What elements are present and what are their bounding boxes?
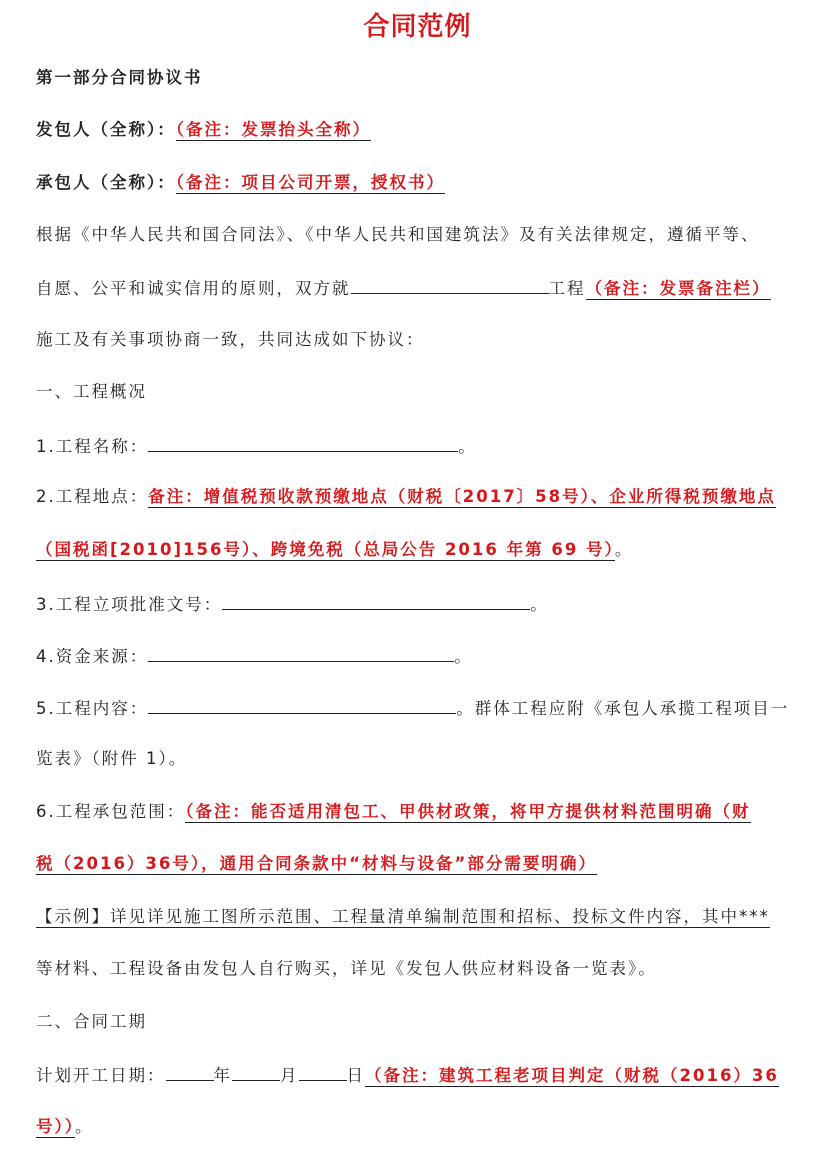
item1-line	[36, 433, 477, 459]
item4-blank	[148, 643, 454, 662]
preamble-line-2	[36, 275, 771, 301]
item2-note-2: （国税函[2010]156号）、跨境免税（总局公告 2016 年第 69 号）	[36, 540, 615, 559]
employer-note: （备注：发票抬头全称）	[175, 120, 371, 139]
employer-line	[36, 118, 371, 142]
item5-label: 5.工程内容：	[36, 699, 149, 718]
item2-line	[36, 485, 776, 509]
item3-blank	[222, 591, 530, 610]
page-title: 合同范例	[363, 12, 472, 42]
item1-label: 1.工程名称：	[36, 437, 149, 456]
preamble-project-word: 工程	[548, 279, 586, 298]
preamble-line-1: 根据《中华人民共和国合同法》、《中华人民共和国建筑法》及有关法律规定，遵循平等、	[36, 225, 760, 244]
month-label: 月	[280, 1066, 299, 1085]
employer-label: 发包人（全称）：	[36, 120, 176, 139]
item6-line	[36, 800, 751, 824]
item1-period: 。	[458, 437, 477, 456]
example-line-2: 等材料、工程设备由发包人自行购买，详见《发包人供应材料设备一览表》。	[36, 959, 657, 978]
preamble-line-3: 施工及有关事项协商一致，共同达成如下协议：	[36, 330, 425, 349]
section2-heading: 二、合同工期	[36, 1012, 147, 1031]
year-blank	[166, 1062, 214, 1081]
item4-line	[36, 643, 473, 669]
item1-blank	[148, 433, 458, 452]
item5-line	[36, 695, 789, 721]
section1-heading: 一、工程概况	[36, 382, 147, 401]
part1-heading: 第一部分合同协议书	[36, 68, 203, 87]
preamble-note: （备注：发票备注栏）	[585, 279, 771, 298]
item6-note-1: （备注：能否适用清包工、甲供材政策，将甲方提供材料范围明确（财	[185, 802, 751, 821]
project-name-blank	[351, 275, 549, 294]
start-date-note-2: 号））	[36, 1117, 75, 1136]
item4-period: 。	[454, 647, 473, 666]
item5-line-2: 览表》（附件 1）。	[36, 749, 188, 768]
item3-line	[36, 591, 549, 617]
day-label: 日	[346, 1066, 365, 1085]
item3-label: 3.工程立项批准文号：	[36, 595, 223, 614]
item2-note-1: 备注：增值税预收款预缴地点（财税〔2017〕58号）、企业所得税预缴地点	[148, 487, 776, 506]
start-date-note-1: （备注：建筑工程老项目判定（财税（2016）36	[365, 1066, 779, 1085]
item2-period: 。	[614, 540, 634, 559]
day-blank	[299, 1062, 347, 1081]
year-label: 年	[213, 1066, 232, 1085]
item2-line-2	[36, 538, 633, 562]
preamble-line-2-text: 自愿、公平和诚实信用的原则，双方就	[36, 279, 351, 298]
item6-line-2	[36, 852, 597, 876]
contractor-note: （备注：项目公司开票，授权书）	[175, 173, 445, 192]
example-text-1: 【示例】详见详见施工图所示范围、工程量清单编制范围和招标、投标文件内容，其中***	[36, 907, 770, 926]
item5-blank	[148, 695, 456, 714]
example-line-1	[36, 905, 770, 929]
start-date-line	[36, 1062, 779, 1088]
item3-period: 。	[530, 595, 549, 614]
item5-suffix: 。群体工程应附《承包人承揽工程项目一	[456, 699, 790, 718]
start-date-label: 计划开工日期：	[36, 1066, 166, 1085]
contractor-label: 承包人（全称）：	[36, 173, 176, 192]
item4-label: 4.资金来源：	[36, 647, 149, 666]
item6-label: 6.工程承包范围：	[36, 802, 186, 821]
start-date-line-2	[36, 1115, 94, 1139]
start-date-period: 。	[75, 1117, 94, 1136]
month-blank	[232, 1062, 280, 1081]
contractor-line	[36, 171, 445, 195]
item2-label: 2.工程地点：	[36, 487, 149, 506]
item6-note-2: 税（2016）36号），通用合同条款中“材料与设备”部分需要明确）	[36, 854, 597, 873]
